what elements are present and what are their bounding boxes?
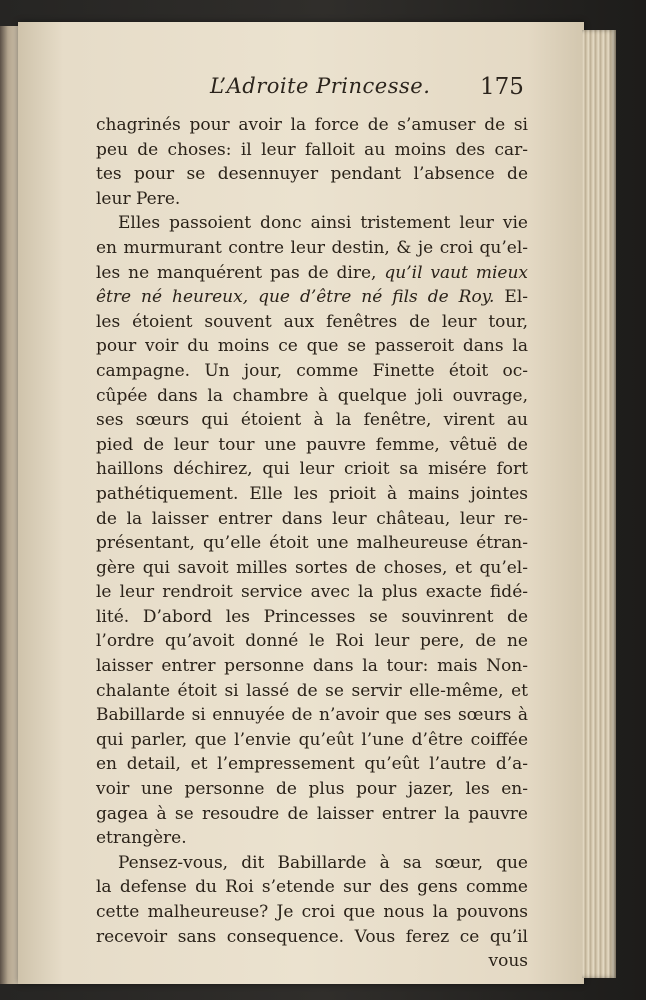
text-line: gère qui savoit milles sortes de choses, et qu’el-: [96, 557, 528, 578]
page-edges-stack: [582, 30, 616, 978]
text-line: peu de choses: il leur falloit au moins des car-: [96, 139, 528, 160]
page-number: 175: [480, 74, 524, 100]
text-line: haillons déchirez, qui leur crioit sa misére fort: [96, 459, 528, 480]
text-line: présentant, qu’elle étoit une malheureuse étran-: [96, 533, 528, 554]
text-line: ses sœurs qui étoient à la fenêtre, virent au: [96, 410, 528, 431]
text-line: voir une personne de plus pour jazer, les en-: [96, 779, 528, 800]
text-line: pied de leur tour une pauvre femme, vêtuë de: [96, 434, 528, 455]
text-line: gagea à se resoudre de laisser entrer la pauvre: [96, 803, 528, 824]
body-text: [96, 113, 528, 974]
text-line: les étoient souvent aux fenêtres de leur tour,: [96, 311, 528, 332]
text-line: Elles passoient donc ainsi tristement leur vie: [118, 213, 528, 234]
text-line: cette malheureuse? Je croi que nous la pouvons: [96, 902, 528, 922]
text-line: laisser entrer personne dans la tour: mais Non-: [96, 656, 528, 677]
catchword: vous: [488, 951, 528, 972]
text-line: en murmurant contre leur destin, & je croi qu’el-: [96, 237, 528, 258]
text-line: recevoir sans consequence. Vous ferez ce qu’il: [96, 926, 528, 947]
italic-phrase: qu’il vaut mieux: [384, 262, 528, 283]
text-segment: les ne manquérent pas de dire,: [96, 262, 377, 283]
text-line: Babillarde si ennuyée de n’avoir que ses sœurs à: [96, 705, 528, 726]
text-line: qui parler, que l’envie qu’eût l’une d’être coiffée: [96, 729, 528, 750]
text-line: [96, 261, 528, 286]
text-line: le leur rendroit service avec la plus exacte fidé-: [96, 582, 528, 603]
text-line: cûpée dans la chambre à quelque joli ouvrage,: [96, 385, 528, 406]
running-title: L’Adroite Princesse.: [210, 74, 431, 98]
text-line: Pensez-vous, dit Babillarde à sa sœur, que: [118, 852, 528, 873]
page-header: [0, 74, 646, 108]
text-line: la defense du Roi s’etende sur des gens comme: [96, 877, 528, 898]
facing-page-edge: [0, 26, 20, 984]
text-line: de la laisser entrer dans leur château, leur re-: [96, 508, 528, 529]
text-line: etrangère.: [96, 828, 187, 849]
text-line: chagrinés pour avoir la force de s’amuser de si: [96, 115, 528, 135]
text-line: l’ordre qu’avoit donné le Roi leur pere, de ne: [96, 631, 528, 652]
text-line: en detail, et l’empressement qu’eût l’autre d’a-: [96, 754, 528, 775]
text-line: campagne. Un jour, comme Finette étoit oc-: [96, 360, 528, 381]
text-line: leur Pere.: [96, 188, 181, 209]
text-line: tes pour se desennuyer pendant l’absence de: [96, 164, 528, 185]
text-line: lité. D’abord les Princesses se souvinrent de: [96, 606, 528, 627]
text-line: pathétiquement. Elle les prioit à mains jointes: [96, 483, 528, 504]
text-line: pour voir du moins ce que se passeroit dans la: [96, 336, 528, 357]
italic-phrase: être né heureux, que d’être né fils de Roy.: [96, 287, 495, 308]
text-line: [96, 285, 528, 310]
text-segment: El-: [504, 287, 529, 308]
text-line: chalante étoit si lassé de se servir elle-même, et: [96, 680, 528, 701]
